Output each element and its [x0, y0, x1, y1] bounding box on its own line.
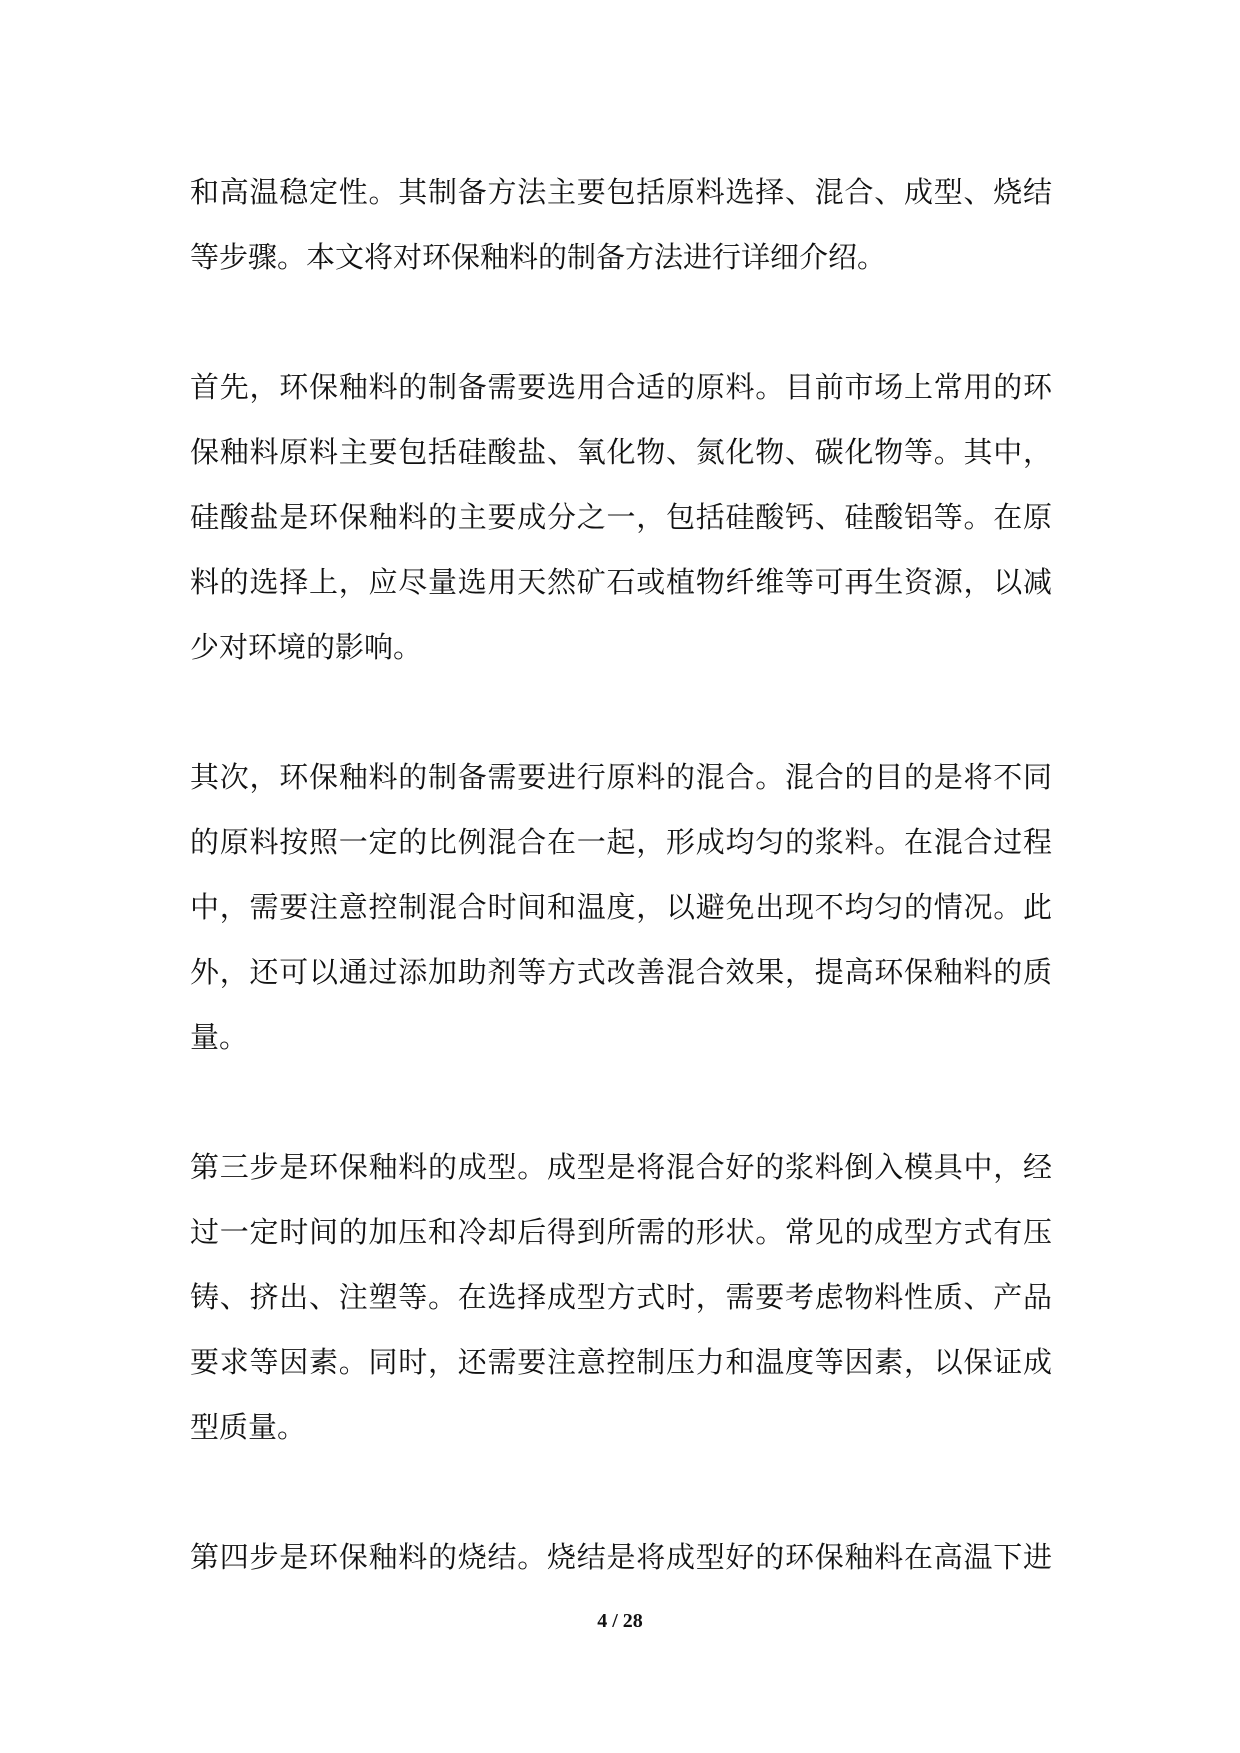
text-line: 和高温稳定性。其制备方法主要包括原料选择、混合、成型、烧结	[190, 175, 1052, 209]
text-line: 首先，环保釉料的制备需要选用合适的原料。目前市场上常用的环	[190, 370, 1052, 404]
text-line: 中，需要注意控制混合时间和温度，以避免出现不均匀的情况。此	[190, 890, 1052, 924]
text-line: 其次，环保釉料的制备需要进行原料的混合。混合的目的是将不同	[190, 760, 1052, 794]
paragraph-forming	[190, 1135, 1052, 1460]
text-line: 型质量。	[190, 1410, 307, 1444]
paragraph-raw-material-selection	[190, 355, 1052, 680]
text-line: 第四步是环保釉料的烧结。烧结是将成型好的环保釉料在高温下进	[190, 1540, 1052, 1574]
text-line: 的原料按照一定的比例混合在一起，形成均匀的浆料。在混合过程	[190, 825, 1052, 859]
text-line: 第三步是环保釉料的成型。成型是将混合好的浆料倒入模具中，经	[190, 1150, 1052, 1184]
text-line: 等步骤。本文将对环保釉料的制备方法进行详细介绍。	[190, 240, 887, 274]
text-line: 少对环境的影响。	[190, 630, 423, 664]
document-body	[190, 160, 1052, 1590]
text-line: 量。	[190, 1020, 249, 1054]
paragraph-intro-continuation	[190, 160, 1052, 290]
paragraph-mixing	[190, 745, 1052, 1070]
text-line: 要求等因素。同时，还需要注意控制压力和温度等因素，以保证成	[190, 1345, 1052, 1379]
text-line: 硅酸盐是环保釉料的主要成分之一，包括硅酸钙、硅酸铝等。在原	[190, 500, 1052, 534]
text-line: 过一定时间的加压和冷却后得到所需的形状。常见的成型方式有压	[190, 1215, 1052, 1249]
text-line: 料的选择上，应尽量选用天然矿石或植物纤维等可再生资源，以减	[190, 565, 1052, 599]
text-line: 外，还可以通过添加助剂等方式改善混合效果，提高环保釉料的质	[190, 955, 1052, 989]
text-line: 保釉料原料主要包括硅酸盐、氧化物、氮化物、碳化物等。其中，	[190, 435, 1052, 469]
paragraph-sintering	[190, 1525, 1052, 1590]
text-line: 铸、挤出、注塑等。在选择成型方式时，需要考虑物料性质、产品	[190, 1280, 1052, 1314]
page-number: 4 / 28	[597, 1610, 643, 1632]
